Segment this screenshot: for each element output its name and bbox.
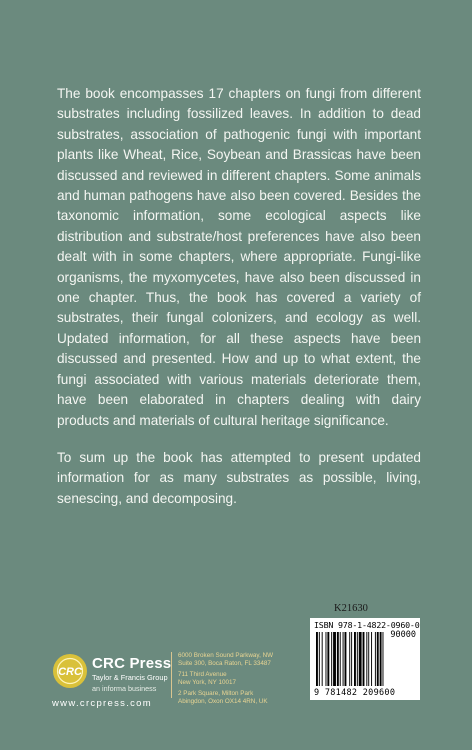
price-code: 90000 <box>390 630 416 640</box>
address-line: New York, NY 10017 <box>178 678 236 686</box>
address-line: Abingdon, Oxon OX14 4RN, UK <box>178 697 268 705</box>
address-line: 711 Third Avenue <box>178 670 227 678</box>
publisher-address <box>178 652 303 708</box>
description-text <box>57 84 421 526</box>
logo-text: CRC <box>58 666 82 678</box>
address-line: 6000 Broken Sound Parkway, NW <box>178 652 274 659</box>
address-line: 2 Park Square, Milton Park <box>178 689 254 697</box>
publisher-name: CRC Press <box>92 655 172 672</box>
barcode-number: 9 781482 209600 <box>314 688 396 698</box>
publisher-brand <box>92 655 171 693</box>
paragraph-2: To sum up the book has attempted to present updated information for as many substrates as possible, living, senescing, and decomposing. <box>57 449 421 506</box>
publisher-group: Taylor & Francis Group <box>92 673 168 682</box>
isbn-barcode <box>310 618 420 700</box>
publisher-informa: an informa business <box>92 684 157 693</box>
address-line: Suite 300, Boca Raton, FL 33487 <box>178 659 271 667</box>
barcode-bars-icon <box>316 632 390 686</box>
publisher-website[interactable]: www.crcpress.com <box>52 698 152 709</box>
divider <box>171 652 172 698</box>
paragraph-1: The book encompasses 17 chapters on fungi from different substrates including fossilized leaves. In addition to dead substrates, association of pathogenic fungi with important plants like Wheat, Rice, Soybean and Brassicas have been discussed and reviewed in different chapters. Some animals and human pathogens have also been covered. Besides the taxonomic information, some ecological aspects like distribution and substrate/host preferences have also been dealt with in some chapters, where appropriate. Fungi-like organisms, the myxomycetes, have also been discussed in one chapter. Thus, the book has covered a variety of substrates, their fungal colonizers, and ecology as well. Updated information, for all these aspects have been discussed and presented. How and up to what extent, the fungi associated with various materials deteriorate them, have been elaborated in chapters dealing with dairy products and materials of cultural heritage significance. <box>57 86 421 428</box>
isbn-label: ISBN 978-1-4822-0960-0 <box>314 620 420 630</box>
crc-logo-icon <box>52 653 88 689</box>
product-code: K21630 <box>334 603 368 614</box>
